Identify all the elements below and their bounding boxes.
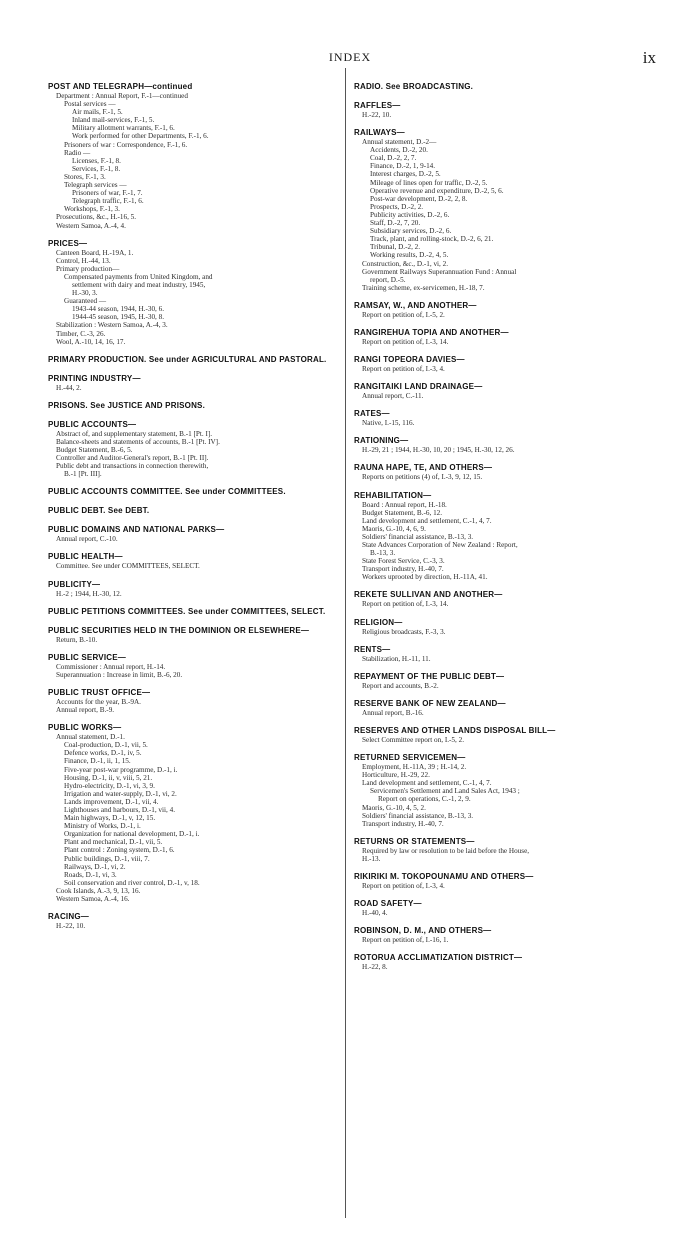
index-subentry: Balance-sheets and statements of accounts, B.-1 [Pt. IV]. — [56, 437, 220, 446]
index-subentry: Board : Annual report, H.-18. — [362, 500, 447, 509]
index-heading: PUBLIC PETITIONS COMMITTEES. See under COMMITTEES, SELECT. — [48, 606, 326, 616]
index-entry — [354, 837, 654, 863]
index-subentry: Annual statement, D.-2— — [362, 138, 437, 147]
index-subentry: Lands improvement, D.-1, vii, 4. — [64, 797, 159, 806]
index-subentry: Abstract of, and supplementary statement, B.-1 [Pt. I]. — [56, 429, 213, 438]
index-entry — [48, 688, 348, 714]
index-subentry: Prosecutions, &c., H.-16, 5. — [56, 213, 137, 222]
index-entry — [48, 82, 348, 230]
index-heading: PUBLIC DOMAINS AND NATIONAL PARKS— — [48, 525, 225, 535]
index-subentry: Annual statement, D.-1. — [56, 733, 125, 742]
index-subentry: Lighthouses and harbours, D.-1, vii, 4. — [64, 805, 175, 814]
index-subentry: Land development and settlement, C.-1, 4, 7. — [362, 779, 492, 788]
index-subentry: H.-2 ; 1944, H.-30, 12. — [56, 589, 122, 598]
index-subentry: Timber, C.-3, 26. — [56, 329, 106, 338]
index-entry — [48, 653, 348, 679]
index-heading: RAUNA HAPE, TE, AND OTHERS— — [354, 463, 493, 473]
index-subentry: Required by law or resolution to be laid before the House, — [362, 846, 530, 855]
index-entry — [48, 552, 348, 570]
index-subentry: Soldiers' financial assistance, B.-13, 3. — [362, 532, 474, 541]
index-subentry: Accounts for the year, B.-9A. — [56, 697, 141, 706]
index-subentry: 1944-45 season, 1945, H.-30, 8. — [72, 313, 165, 322]
index-subentry: Finance, D.-2, 1, 9-14. — [370, 162, 436, 171]
index-subentry: Report on petition of, I.-16, 1. — [362, 936, 449, 945]
index-subentry: Budget Statement, B.-6, 5. — [56, 446, 133, 454]
index-subentry: Transport industry, H.-40, 7. — [362, 819, 444, 828]
index-subentry: Tribunal, D.-2, 2. — [370, 243, 421, 252]
index-heading: RENTS— — [354, 644, 391, 654]
index-subentry: Annual report, C.-10. — [56, 535, 118, 544]
index-subentry: Accidents, D.-2, 20. — [370, 146, 428, 155]
index-subentry: Organization for national development, D.-1, i. — [64, 830, 200, 839]
index-subentry: Report on petition of, I.-3, 4. — [362, 365, 445, 374]
index-entry — [354, 328, 654, 346]
index-heading: RIKIRIKI M. TOKOPOUNAMU AND OTHERS— — [354, 871, 534, 881]
index-heading: RANGITAIKI LAND DRAINAGE— — [354, 382, 483, 392]
index-heading: PRINTING INDUSTRY— — [48, 373, 141, 383]
index-heading: RANGIREHUA TOPIA AND ANOTHER— — [354, 327, 509, 337]
index-subentry: Horticulture, H.-29, 22. — [362, 771, 430, 780]
index-subentry: Land development and settlement, C.-1, 4, 7. — [362, 516, 492, 525]
index-entry — [354, 436, 654, 454]
index-heading: POST AND TELEGRAPH—continued — [48, 82, 193, 91]
index-subentry: Stores, F.-1, 3. — [64, 172, 106, 181]
index-subentry: Prisoners of war, F.-1, 7. — [72, 189, 143, 198]
index-subentry: Postal services — — [64, 100, 116, 109]
index-heading: PRISONS. See JUSTICE AND PRISONS. — [48, 400, 206, 410]
index-subentry: Construction, &c., D.-1, vi, 2. — [362, 259, 449, 268]
index-subentry: Stabilization : Western Samoa, A.-4, 3. — [56, 321, 168, 330]
index-heading: REKETE SULLIVAN AND ANOTHER— — [354, 590, 503, 600]
index-subentry: 1943-44 season, 1944, H.-30, 6. — [72, 305, 165, 314]
index-subentry: Staff, D.-2, 7, 20. — [370, 219, 421, 228]
index-subentry: H.-22, 10. — [56, 922, 86, 931]
index-subentry: report, D.-5. — [370, 275, 406, 284]
index-entry — [48, 607, 348, 617]
index-heading: RESERVE BANK OF NEW ZEALAND— — [354, 698, 506, 708]
index-subentry: Compensated payments from United Kingdom, and — [64, 272, 213, 281]
index-subentry: Air mails, F.-1, 5. — [72, 108, 123, 117]
index-subentry: H.-30, 3. — [72, 289, 98, 298]
index-subentry: Subsidiary services, D.-2, 6. — [370, 227, 452, 236]
index-entry — [48, 723, 348, 903]
index-subentry: Plant and mechanical, D.-1, vii, 5. — [64, 838, 163, 847]
index-subentry: Coal, D.-2, 2, 7. — [370, 154, 417, 163]
index-heading: ROTORUA ACCLIMATIZATION DISTRICT— — [354, 953, 523, 963]
index-subentry: Primary production— — [56, 264, 120, 273]
index-entry — [48, 580, 348, 598]
index-heading: PRIMARY PRODUCTION. See under AGRICULTURAL AND PASTORAL. — [48, 354, 327, 364]
index-subentry: Roads, D.-1, vi, 3. — [64, 870, 117, 879]
index-entry — [354, 382, 654, 400]
index-entry — [48, 420, 348, 479]
page-title: INDEX — [328, 50, 372, 64]
index-subentry: H.-22, 10. — [362, 111, 392, 119]
index-subentry: Cook Islands, A.-3, 9, 13, 16. — [56, 886, 141, 895]
index-subentry: Inland mail-services, F.-1, 5. — [72, 116, 155, 125]
index-subentry: Prospects, D.-2, 2. — [370, 202, 424, 211]
index-subentry: Guaranteed — — [64, 297, 107, 306]
index-subentry: Soil conservation and river control, D.-1, v, 18. — [64, 878, 200, 887]
index-heading: RATES— — [354, 409, 390, 419]
index-entry — [354, 618, 654, 636]
index-subentry: Prisoners of war : Correspondence, F.-1, 6. — [64, 140, 188, 149]
index-subentry: H.-40, 4. — [362, 909, 388, 918]
index-subentry: Select Committee report on, I.-5, 2. — [362, 735, 464, 744]
index-heading: RACING— — [48, 912, 89, 922]
index-subentry: Report and accounts, B.-2. — [362, 681, 439, 690]
index-subentry: Stabilization, H.-11, 11. — [362, 654, 431, 663]
index-subentry: H.-44, 2. — [56, 383, 82, 392]
index-subentry: Religious broadcasts, F.-3, 3. — [362, 627, 446, 636]
index-subentry: Wool, A.-10, 14, 16, 17. — [56, 337, 126, 346]
index-subentry: Post-war development, D.-2, 2, 8. — [370, 194, 468, 203]
index-heading: RANGI TOPEORA DAVIES— — [354, 355, 465, 365]
index-subentry: Operative revenue and expenditure, D.-2, 5, 6. — [370, 186, 504, 195]
index-heading: RETURNED SERVICEMEN— — [354, 753, 466, 763]
index-subentry: Interest charges, D.-2, 5. — [370, 170, 441, 179]
index-subentry: Public buildings, D.-1, viii, 7. — [64, 854, 150, 863]
index-entry — [48, 401, 348, 411]
index-subentry: Annual report, C.-11. — [362, 392, 424, 401]
index-subentry: Government Railways Superannuation Fund : Annual — [362, 267, 517, 276]
index-entry — [354, 409, 654, 427]
index-subentry: Irrigation and water-supply, D.-1, vi, 2. — [64, 789, 177, 798]
index-subentry: Radio — — [64, 148, 91, 157]
index-heading: ROAD SAFETY— — [354, 899, 422, 909]
index-subentry: B.-13, 3. — [370, 549, 396, 558]
index-subentry: Publicity activities, D.-2, 6. — [370, 210, 450, 219]
index-subentry: Maoris, G.-10, 4, 6, 9. — [362, 524, 426, 533]
index-subentry: Working results, D.-2, 4, 5. — [370, 251, 449, 260]
index-subentry: Defence works, D.-1, iv, 5. — [64, 749, 142, 758]
index-subentry: Report on petition of, I.-5, 2. — [362, 310, 445, 319]
index-heading: PUBLIC ACCOUNTS COMMITTEE. See under COMMITTEES. — [48, 487, 286, 497]
index-subentry: H.-13. — [362, 854, 381, 863]
page-number: ix — [642, 48, 656, 67]
index-subentry: Telegraph traffic, F.-1, 6. — [72, 197, 144, 206]
index-subentry: Coal-production, D.-1, vii, 5. — [64, 741, 148, 750]
index-subentry: Reports on petitions (4) of, I.-3, 9, 12, 15. — [362, 473, 483, 482]
index-entry — [48, 626, 348, 644]
index-heading: PUBLIC HEALTH— — [48, 552, 123, 562]
index-subentry: Employment, H.-11A, 39 ; H.-14, 2. — [362, 763, 467, 772]
index-entry — [354, 926, 654, 944]
index-entry — [354, 463, 654, 481]
index-subentry: Controller and Auditor-General's report, B.-1 [Pt. II]. — [56, 454, 209, 463]
index-heading: REPAYMENT OF THE PUBLIC DEBT— — [354, 671, 505, 681]
index-entry — [354, 645, 654, 663]
index-subentry: Training scheme, ex-servicemen, H.-18, 7. — [362, 283, 485, 292]
index-entry — [48, 506, 348, 516]
index-subentry: Work performed for other Departments, F.-1, 6. — [72, 132, 209, 141]
index-subentry: Telegraph services — — [64, 181, 127, 190]
index-entry — [48, 487, 348, 497]
index-subentry: H.-22, 8. — [362, 963, 388, 972]
index-heading: PUBLIC SECURITIES HELD IN THE DOMINION OR ELSEWHERE— — [48, 625, 310, 635]
index-heading: PUBLIC TRUST OFFICE— — [48, 687, 151, 697]
index-entry — [354, 101, 654, 119]
index-subentry: Servicemen's Settlement and Land Sales Act, 1943 ; — [370, 787, 520, 796]
index-entry — [354, 128, 654, 292]
index-heading: PUBLIC WORKS— — [48, 723, 122, 733]
index-subentry: Commissioner : Annual report, H.-14. — [56, 662, 166, 671]
index-entry — [354, 872, 654, 890]
index-subentry: Return, B.-10. — [56, 635, 98, 644]
index-subentry: Military allotment warrants, F.-1, 6. — [72, 124, 175, 133]
index-entry — [354, 301, 654, 319]
index-subentry: B.-1 [Pt. III]. — [64, 470, 102, 479]
index-entry — [354, 672, 654, 690]
index-subentry: Report on petition of, I.-3, 4. — [362, 881, 445, 890]
index-heading: RETURNS OR STATEMENTS— — [354, 836, 475, 846]
index-column-left — [48, 82, 348, 939]
index-subentry: Five-year post-war programme, D.-1, i. — [64, 765, 178, 774]
index-subentry: settlement with dairy and meat industry, 1945, — [72, 280, 206, 289]
index-heading: RADIO. See BROADCASTING. — [354, 82, 474, 91]
index-subentry: Committee. See under COMMITTEES, SELECT. — [56, 562, 200, 571]
index-subentry: Control, H.-44, 13. — [56, 256, 111, 265]
index-entry — [354, 953, 654, 971]
index-heading: RAILWAYS— — [354, 128, 405, 138]
index-entry — [354, 726, 654, 744]
index-heading: PUBLIC ACCOUNTS— — [48, 419, 137, 429]
index-subentry: Workers uprooted by direction, H.-11A, 41. — [362, 573, 488, 582]
index-subentry: Report on petition of, I.-3, 14. — [362, 337, 449, 346]
index-entry — [354, 82, 654, 92]
index-subentry: Workshops, F.-1, 3. — [64, 205, 120, 214]
index-heading: PUBLIC DEBT. See DEBT. — [48, 506, 150, 516]
index-subentry: State Forest Service, C.-3, 3. — [362, 557, 445, 566]
index-heading: ROBINSON, D. M., AND OTHERS— — [354, 926, 492, 936]
index-entry — [354, 699, 654, 717]
index-entry — [354, 590, 654, 608]
index-subentry: Budget Statement, B.-6, 12. — [362, 508, 443, 517]
index-heading: RESERVES AND OTHER LANDS DISPOSAL BILL— — [354, 725, 556, 735]
index-subentry: Department : Annual Report, F.-1—continued — [56, 92, 188, 100]
index-subentry: Superannuation : Increase in limit, B.-6, 20. — [56, 670, 183, 679]
page-header — [0, 0, 700, 67]
index-entry — [48, 374, 348, 392]
index-subentry: Finance, D.-1, ii, 1, 15. — [64, 757, 131, 766]
index-entry — [354, 355, 654, 373]
index-heading: REHABILITATION— — [354, 490, 432, 500]
index-heading: RAFFLES— — [354, 101, 401, 110]
index-subentry: Maoris, G.-10, 4, 5, 2. — [362, 803, 426, 812]
index-subentry: H.-29, 21 ; 1944, H.-30, 10, 20 ; 1945, H.-30, 12, 26. — [362, 446, 515, 455]
index-subentry: Transport industry, H.-40, 7. — [362, 565, 444, 574]
index-heading: RAMSAY, W., AND ANOTHER— — [354, 300, 477, 310]
index-subentry: Western Samoa, A.-4, 16. — [56, 895, 130, 903]
index-subentry: Native, I.-15, 116. — [362, 419, 415, 428]
index-subentry: Services, F.-1, 8. — [72, 164, 121, 173]
index-subentry: Ministry of Works, D.-1, i. — [64, 822, 141, 831]
index-subentry: Report on operations, C.-1, 2, 9. — [378, 795, 471, 804]
index-entry — [354, 899, 654, 917]
index-entry — [48, 239, 348, 346]
index-entry — [354, 753, 654, 828]
index-heading: RELIGION— — [354, 617, 403, 627]
index-subentry: Report on petition of, I.-3, 14. — [362, 600, 449, 609]
index-heading: PUBLIC SERVICE— — [48, 652, 126, 662]
index-subentry: Licenses, F.-1, 8. — [72, 156, 121, 165]
index-heading: RATIONING— — [354, 436, 409, 446]
index-entry — [48, 355, 348, 365]
index-heading: PUBLICITY— — [48, 579, 101, 589]
index-entry — [48, 525, 348, 543]
index-subentry: Plant control : Zoning system, D.-1, 6. — [64, 846, 175, 855]
index-subentry: Public debt and transactions in connection therewith, — [56, 462, 209, 471]
index-heading: PRICES— — [48, 238, 88, 248]
index-subentry: Soldiers' financial assistance, B.-13, 3. — [362, 811, 474, 820]
index-subentry: Annual report, B.-9. — [56, 706, 115, 715]
index-subentry: Mileage of lines open for traffic, D.-2, 5. — [370, 178, 488, 187]
index-subentry: Annual report, B.-16. — [362, 708, 424, 717]
index-subentry: Track, plant, and rolling-stock, D.-2, 6, 21. — [370, 235, 494, 244]
index-subentry: Railways, D.-1, vi, 2. — [64, 862, 126, 871]
index-entry — [48, 912, 348, 930]
index-subentry: Housing, D.-1, ii, v, viii, 5, 21. — [64, 773, 153, 782]
index-entry — [354, 491, 654, 582]
index-subentry: Canteen Board, H.-19A, 1. — [56, 248, 134, 257]
index-column-right — [354, 82, 654, 980]
index-subentry: Western Samoa, A.-4, 4. — [56, 221, 126, 230]
index-subentry: Main highways, D.-1, v, 12, 15. — [64, 814, 156, 823]
index-subentry: Hydro-electricity, D.-1, vi, 3, 9. — [64, 781, 155, 790]
index-subentry: State Advances Corporation of New Zealand : Report, — [362, 541, 518, 549]
